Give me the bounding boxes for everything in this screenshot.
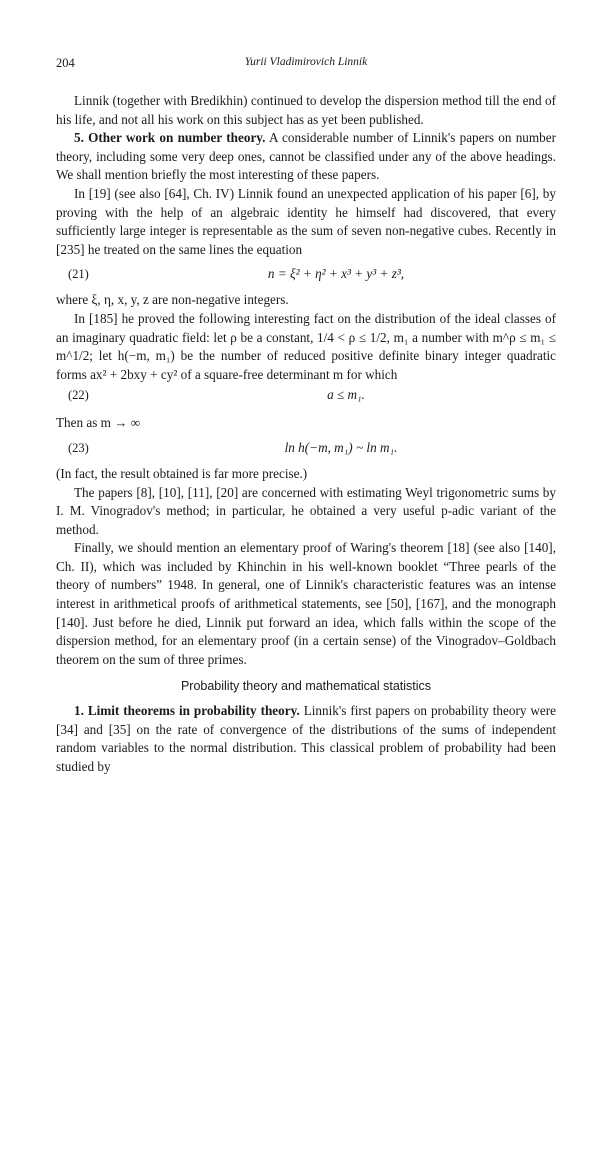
paragraph-2-text: A considerable number of Linnik's papers on number theory, including some very deep ones, cannot be classified under any of the above headings. We shall mention briefly the most interesting of these papers.	[56, 130, 556, 183]
paragraph-6: Then as m → ∞	[56, 415, 141, 431]
text-body	[56, 92, 556, 776]
equation-21-label: (21)	[68, 267, 89, 282]
section-title: Probability theory and mathematical statistics	[180, 679, 432, 694]
paragraph-4: where ξ, η, x, y, z are non-negative integers.	[56, 292, 289, 308]
equation-23-expression: ln h(−m, m₁) ~ ln m₁.	[284, 439, 398, 455]
paragraph-2	[56, 129, 556, 185]
paragraph-7: (In fact, the result obtained is far more precise.)	[56, 465, 308, 481]
paragraph-9: Finally, we should mention an elementary proof of Waring's theorem [18] (see also [140], Ch. II), which was included by Khinchin in his well-known booklet “Three pearls of the theory of numbers” 1948. In general, one of Linnik's characteristic features was an intense interest in arithmetical proofs of arithmetical statements, see [50], [167], and the monograph [140]. Just before he died, Linnik put forward an idea, which falls within the scope of the dispersion method, for an elementary proof (in a certain sense) of the Vinogradov–Goldbach theorem on the sum of three primes.	[56, 540, 556, 667]
paragraph-8: The papers [8], [10], [11], [20] are concerned with estimating Weyl trigonometric sums by I. M. Vinogradov's method; in particular, he obtained a very useful p-adic variant of the method.	[56, 484, 556, 537]
equation-23-label: (23)	[68, 440, 89, 455]
equation-21-expression: n = ξ² + η² + x³ + y³ + z³,	[267, 266, 405, 282]
page-number: 204	[56, 56, 75, 70]
paragraph-3: In [19] (see also [64], Ch. IV) Linnik found an unexpected application of his paper [6], by proving with the help of an algebraic identity he himself had discovered, that every sufficiently large integer is representable as the sum of seven non-negative cubes. Recently in [235] he treated on the same lines the equation	[56, 185, 556, 257]
equation-22-label: (22)	[68, 388, 89, 403]
equation-22	[56, 384, 556, 406]
subsection-heading-1: 1. Limit theorems in probability theory.	[74, 703, 300, 719]
page-header	[56, 56, 556, 72]
running-title: Yurii Vladimirovich Linnik	[244, 56, 368, 68]
paragraph-1: Linnik (together with Bredikhin) continued to develop the dispersion method till the end of his life, and not all his work on this subject has as yet been published.	[56, 93, 556, 127]
paragraph-10-text: Linnik's first papers on probability theory were [34] and [35] on the rate of convergence of the distributions of the sums of independent random variables to the normal distribution. This classical problem of probability had been studied by	[56, 703, 556, 774]
equation-23	[56, 437, 556, 459]
subsection-heading-5: 5. Other work on number theory.	[74, 130, 266, 146]
equation-21	[56, 263, 556, 285]
equation-22-expression: a ≤ m₁.	[327, 387, 365, 403]
paragraph-5: In [185] he proved the following interesting fact on the distribution of the ideal classes of an imaginary quadratic field: let ρ be a constant, 1/4 < ρ ≤ 1/2, m₁ a number with m^ρ ≤ m₁ ≤ m^1/2; let h(−m, m₁) be the number of reduced positive definite binary integer quadratic forms ax² + 2bxy + cy² of a square-free determinant m for which	[56, 310, 556, 382]
paragraph-10	[56, 702, 556, 776]
